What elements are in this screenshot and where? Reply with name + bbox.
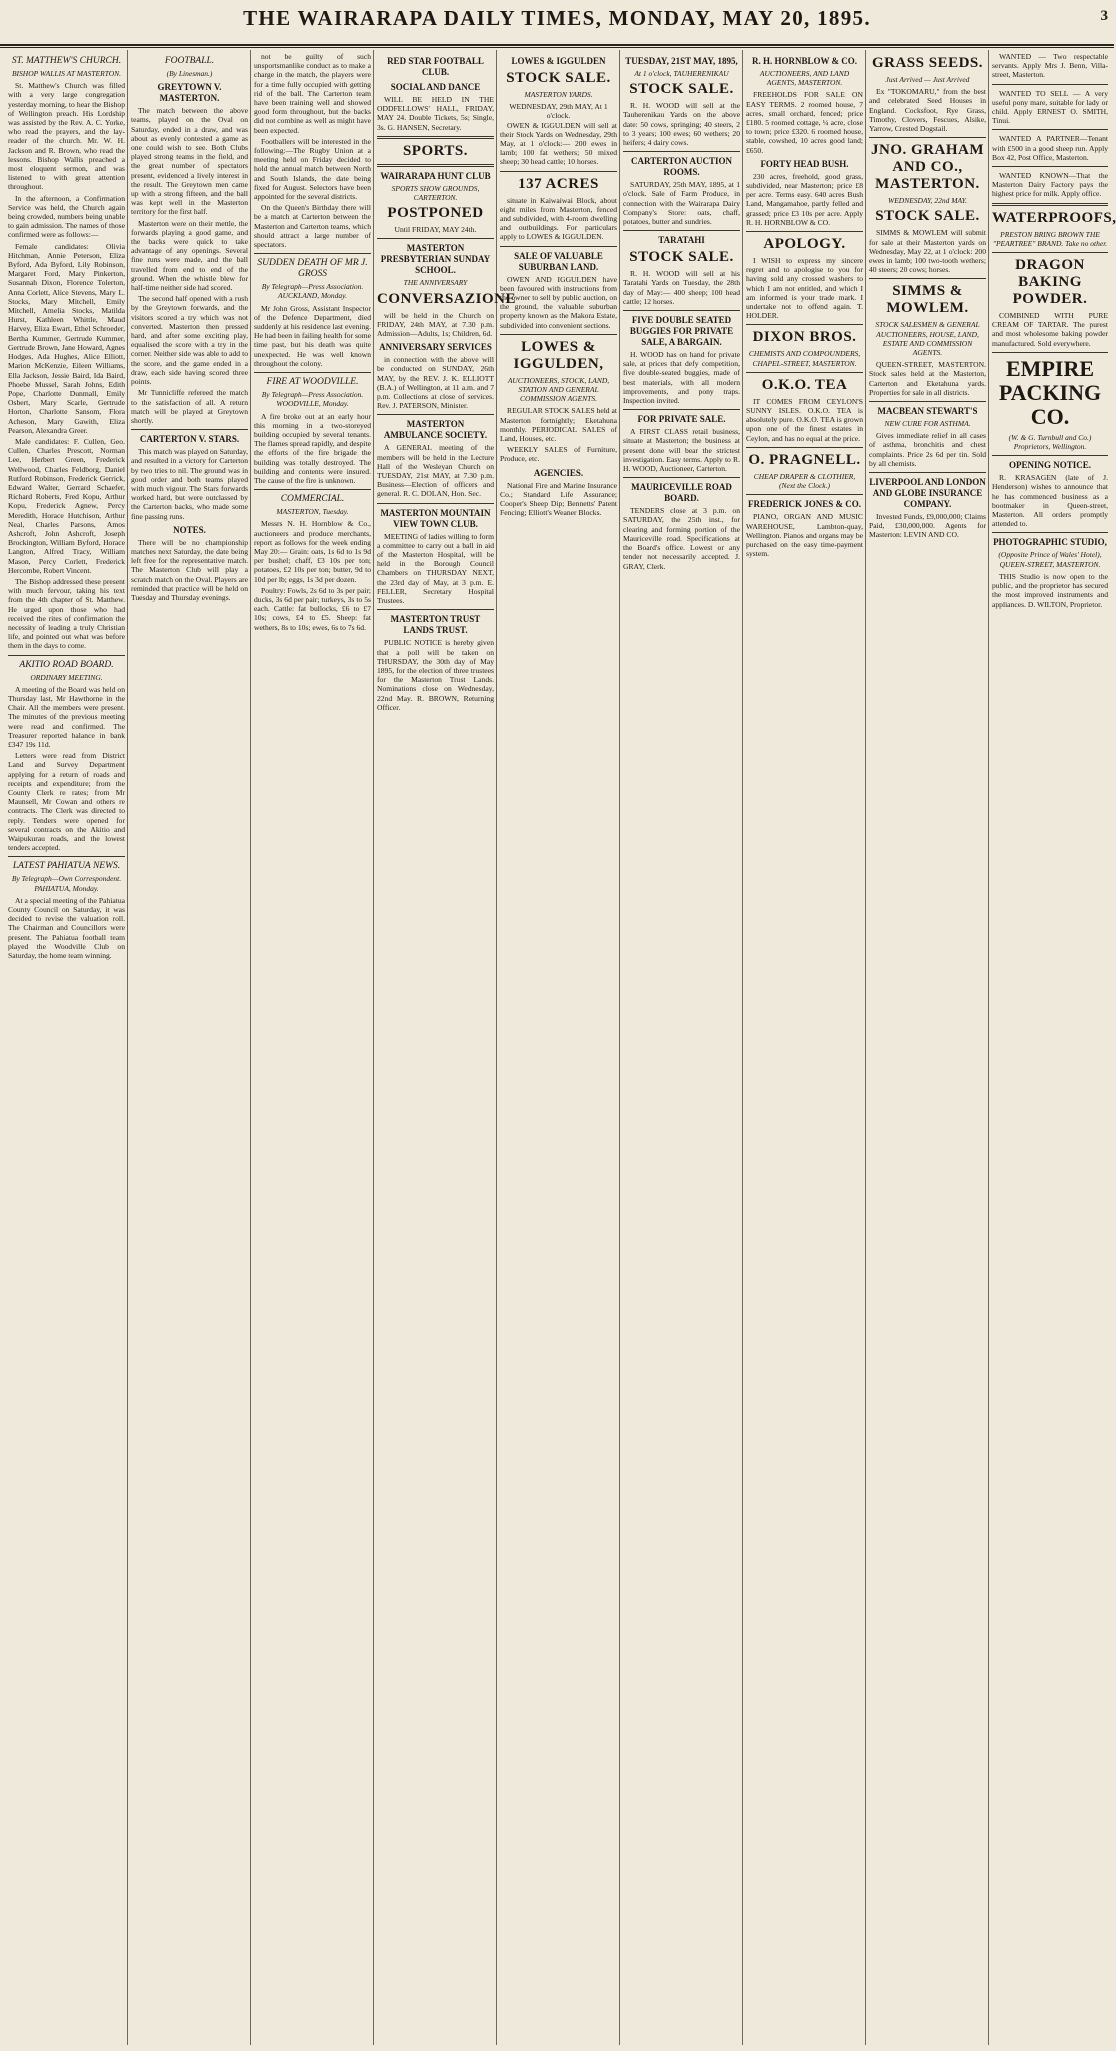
- ad-display-text: STOCK SALE.: [875, 208, 980, 225]
- article-paragraph: St. Matthew's Church was filled with a very large congregation yesterday morning, to hear the Bishop of Wellington preach. His Lordship was assisted by the Rev. A. C. Yorke, who read the prayers, and the lay-reader of the church. Mr. W. H. Jackson and R. Brown, who read the lessons. Bishop Wallis preached a most eloquent sermon, and was listened to with great attention throughout.: [8, 81, 125, 192]
- ad-heading: MASTERTON PRESBYTERIAN SUNDAY SCHOOL.: [380, 243, 491, 276]
- ad-heading: MASTERTON MOUNTAIN VIEW TOWN CLUB.: [380, 507, 491, 529]
- column-rule: [988, 50, 989, 2045]
- ad-subheading: SOCIAL AND DANCE: [390, 82, 481, 92]
- ad-subheading: WEDNESDAY, 22nd MAY.: [887, 196, 968, 206]
- classified-ad: WANTED TO SELL — A very useful pony mare, suitable for lady or child. Apply ERNEST O. SMITH, Tinui.: [992, 88, 1108, 126]
- ad-text: situate in Kaiwaiwai Block, about eight miles from Masterton, fenced and subdivided, with 4-room dwelling and outbuildings. For particulars apply to LOWES & IGGULDEN.: [500, 195, 617, 242]
- masthead-rule: [0, 47, 1114, 48]
- masthead-title: THE WAIRARAPA DAILY TIMES, MONDAY, MAY 20, 1895.: [243, 6, 871, 30]
- article-paragraph: Poultry: Fowls, 2s 6d to 3s per pair; ducks, 3s 6d per pair; turkeys, 3s to 5s each. Cattle: fat bullocks, £6 to £7 10s; cows, £4 to £5. Sheep: fat wethers, 8s to 10s; ewes, 6s to 7s 6d.: [254, 585, 371, 632]
- article-paragraph: Letters were read from District Land and Survey Department applying for a return of roads and receipts and expenditure; from the County Clerk re rates; from Mr Maunsell, Mr Cowan and others re contracts. The Clerk was directed to reply. Tenders were opened for several contracts on the Akitio and Waipukurau roads, and the lowest tenders accepted.: [8, 751, 125, 853]
- divider: [500, 246, 617, 247]
- ad-text: FREEHOLDS FOR SALE ON EASY TERMS. 2 roomed house, 7 acres, small orchard, fenced; price £180. 5 roomed cottage, ¼ acre, close to town; price £320. 6 roomed house, stable, cowshed, 10 acres good land; £650.: [746, 90, 863, 155]
- article-subheading: By Telegraph—Press Association. WOODVILLE, Monday.: [261, 390, 364, 409]
- article-subheading: ORDINARY MEETING.: [30, 672, 103, 682]
- article-heading: LATEST PAHIATUA NEWS.: [12, 861, 121, 872]
- article-heading: COMMERCIAL.: [280, 494, 345, 505]
- ad-heading: MACBEAN STEWART'S: [877, 406, 978, 417]
- ad-text: Ex "TOKOMARU," from the best and celebrated Seed Houses in England. Cocksfoot, Rye Grass, Timothy, Clovers, Fescues, Alsike, Yarrow, Crested Dogstail.: [869, 87, 986, 134]
- divider: [992, 352, 1108, 353]
- divider: [377, 136, 494, 139]
- ad-heading: MASTERTON TRUST LANDS TRUST.: [390, 614, 481, 636]
- ad-display-text: 137 ACRES: [518, 175, 599, 192]
- ad-subheading: PRESTON BRING BROWN THE "PEARTREE" BRAND. Take no other.: [992, 229, 1108, 248]
- ad-text: R. H. WOOD will sell at his Taratahi Yards on Tuesday, the 28th day of May:— 400 sheep; 100 head cattle; 12 horses.: [623, 269, 740, 306]
- ad-heading: FORTY HEAD BUSH.: [760, 158, 849, 169]
- column-rule: [250, 50, 251, 2045]
- column-rule: [496, 50, 497, 2045]
- ad-text: TENDERS close at 3 p.m. on SATURDAY, the 25th inst., for clearing and forming portion of the Mauriceville road. Specifications at the Board's office. Lowest or any tender not necessarily accepted. J. GRAY, Clerk.: [623, 506, 740, 571]
- ad-text: A FIRST CLASS retail business, situate at Masterton; the business at present done will bear the strictest investigation. Easy terms. Apply to R. H. WOOD, Auctioneer, Carterton.: [623, 427, 740, 474]
- divider: [8, 655, 125, 656]
- article-paragraph: Footballers will be interested in the following:—The Rugby Union at a meeting held on Friday decided to hold the annual match between North and South Islands, the date being fixed for August. Selectors have been appointed for the several districts.: [254, 136, 371, 202]
- article-paragraph: This match was played on Saturday, and resulted in a victory for Carterton by two tries to nil. The ground was in good order and both teams played with much vigour. The Stars forwards worked hard, but were outclassed by the Carterton backs, who made some fine passing runs.: [131, 447, 248, 521]
- column-rule: [865, 50, 866, 2045]
- divider: [254, 253, 371, 254]
- divider: [377, 238, 494, 239]
- ad-heading: AGENCIES.: [533, 467, 584, 478]
- ad-text: REGULAR STOCK SALES held at Masterton fortnightly; Eketahuna monthly. PERIODICAL SALES of Land, Houses, etc.: [500, 406, 617, 444]
- divider: [746, 372, 863, 373]
- article-subheading: BISHOP WALLIS AT MASTERTON.: [11, 69, 122, 78]
- ad-subheading: CHEAP DRAPER & CLOTHIER, (Next the Clock.): [753, 471, 856, 491]
- article-paragraph: not be guilty of such unsportsmanlike conduct as to make a charge in the match, the players were for a time fully occupied with getting rid of the ball. The Carterton team have been training well and showed good form throughout, but the backs did not combine as well as might have been expected.: [254, 52, 371, 135]
- ad-subheading: AUCTIONEERS, AND LAND AGENTS, MASTERTON.: [759, 69, 850, 88]
- ad-heading: ANNIVERSARY SERVICES: [379, 342, 492, 353]
- article-paragraph: Mr Tunnicliffe refereed the match to the satisfaction of all. A return match will be played at Greytown shortly.: [131, 388, 248, 425]
- article-paragraph: A meeting of the Board was held on Thursday last, Mr Hawthorne in the Chair. All the members were present. The minutes of the previous meeting were read and confirmed. The Treasurer reported balance in bank £347 19s 11d.: [8, 684, 125, 750]
- column-rule: [742, 50, 743, 2045]
- article-heading: NOTES.: [173, 524, 206, 535]
- column-rule: [619, 50, 620, 2045]
- divider: [869, 137, 986, 138]
- divider: [377, 503, 494, 504]
- ad-subheading: THE ANNIVERSARY: [403, 278, 468, 288]
- article-subheading: MASTERTON, Tuesday.: [276, 507, 349, 517]
- divider: [869, 472, 986, 473]
- divider: [500, 334, 617, 335]
- ad-heading: LIVERPOOL AND LONDON AND GLOBE INSURANCE COMPANY.: [869, 477, 986, 510]
- divider: [746, 231, 863, 232]
- ad-text: SATURDAY, 25th MAY, 1895, at 1 o'clock. Sale of Farm Produce, in connection with the Wairarapa Dairy Company's Store: oats, chaff, potatoes, butter and sundries.: [623, 180, 740, 227]
- ad-heading: RED STAR FOOTBALL CLUB.: [387, 56, 484, 77]
- ad-text: OWEN & IGGULDEN will sell at their Stock Yards on Wednesday, 29th May, at 1 o'clock:— 200 ewes in lamb; 100 fat wethers; 50 mixed sheep; 30 head cattle; 10 horses.: [500, 120, 617, 167]
- ad-heading: WATERPROOFS,: [992, 209, 1116, 226]
- classified-ad: WANTED A PARTNER—Tenant with £500 in a good sheep run. Apply Box 42, Post Office, Masterton.: [992, 134, 1108, 162]
- article-heading: SUDDEN DEATH OF MR J. GROSS: [257, 258, 368, 280]
- ad-subheading: At 1 o'clock, TAUHERENIKAU: [634, 69, 729, 78]
- ad-heading: LOWES & IGGULDEN: [511, 56, 606, 66]
- article-heading: GREYTOWN V. MASTERTON.: [157, 82, 222, 104]
- ad-heading: WAIRARAPA HUNT CLUB: [380, 170, 491, 181]
- ad-text: PIANO, ORGAN AND MUSIC WAREHOUSE, Lambton-quay, Wellington. Pianos and organs may be purchased on the easy time-payment system.: [746, 512, 863, 559]
- ad-heading: FIVE DOUBLE SEATED BUGGIES FOR PRIVATE SALE, A BARGAIN.: [629, 315, 734, 348]
- column-4: [377, 52, 517, 2042]
- divider: [8, 856, 125, 857]
- ad-heading: FOR PRIVATE SALE.: [637, 414, 726, 425]
- ad-subheading: SPORTS SHOW GROUNDS, CARTERTON.: [391, 183, 480, 203]
- ad-text: R. H. WOOD will sell at the Tauherenikau Yards on the above date: 50 cows, springing; 40 steers, 2 to 3 years; 100 ewes; 60 wethers; 20 heifers; 4 dairy cows.: [623, 101, 740, 148]
- article-heading: FIRE AT WOODVILLE.: [266, 377, 359, 388]
- classified-ad: WANTED — Two respectable servants. Apply Mrs J. Benn, Villa-street, Masterton.: [992, 52, 1108, 80]
- ad-heading: O.K.O. TEA: [761, 376, 848, 393]
- divider: [992, 166, 1108, 167]
- ad-heading: GRASS SEEDS.: [871, 55, 984, 71]
- ad-text: OWEN AND IGGULDEN have been favoured with instructions from the owner to sell by public auction, on the ground, the valuable suburban property known as the Makora Estate, subdivided into convenient sections.: [500, 274, 617, 330]
- divider: [623, 310, 740, 311]
- ad-subheading: (W. & G. Turnbull and Co.) Proprietors, Wellington.: [1008, 432, 1092, 452]
- divider: [377, 164, 494, 167]
- ad-text: SIMMS & MOWLEM will submit for sale at their Masterton yards on Wednesday, May 22, at 1 o'clock: 200 ewes in lamb; 100 two-tooth wethers; 40 steers; 20 cows; horses.: [869, 228, 986, 275]
- ad-heading: EMPIRE PACKING CO.: [998, 355, 1102, 429]
- article-heading: AKITIO ROAD BOARD.: [19, 659, 114, 670]
- ad-heading: DIXON BROS.: [752, 329, 857, 346]
- ad-heading: PHOTOGRAPHIC STUDIO,: [993, 537, 1107, 548]
- column-2: [131, 52, 248, 2042]
- divider: [992, 252, 1108, 253]
- article-byline: (By Linesman.): [166, 69, 213, 78]
- ad-heading: LOWES & IGGULDEN,: [513, 338, 604, 372]
- article-paragraph: The Bishop addressed these present with much fervour, taking his text from the 4th chapter of St. Matthew. He urged upon those who had received the rites of confirmation the necessity of leading a truly Christian life, and pointed out what was before them in the days to come.: [8, 576, 125, 651]
- article-subheading: By Telegraph—Press Association. AUCKLAND, Monday.: [261, 282, 364, 301]
- divider: [377, 414, 494, 415]
- divider: [254, 489, 371, 490]
- divider: [623, 477, 740, 478]
- article-paragraph: Female candidates: Olivia Hitchman, Annie Peterson, Eliza Byford, Ada Byford, Lily Robinson, Margaret Ford, Mary Pinkerton, Susannah Dixon, Florence Tolerton, Anna Corlett, Alice Stevens, Mary L. Stocks, Mary Mitchell, Emily Mitchell, Amelia Stocks, Matilda Hurst, Kathleen Whittle, Maud Harvey, Eliza Ewart, Ethel Schroeder, Bertha Kummer, Gertrude Kummer, Gertrude Brown, Jane Howard, Agnes Hodges, Ada Hughes, Alice Elliott, Marion McKenzie, Eileen Williams, Ella Jackson, Jessie Baird, Ida Baird, Phoebe Mussel, Sarah Johns, Edith Pope, Charlotte Dunmall, Emily Osbert, Mary Scarle, Gertrude Horton, Charlotte Sansom, Flora Acheson, Mary Gawith, Eliza Pearson, Alexandra Greer.: [8, 241, 125, 435]
- ad-display-text: STOCK SALE.: [506, 70, 611, 86]
- article-paragraph: On the Queen's Birthday there will be a match at Carterton between the Masterton and Carterton teams, which should attract a large number of spectators.: [254, 203, 371, 250]
- divider: [992, 84, 1108, 85]
- article-paragraph: Masterton were on their mettle, the forwards playing a good game, and the backs were quick to take advantage of any openings. Several fine runs were made, and the ball travelled from end to end of the ground. When the whistle blew for half-time neither side had scored.: [131, 218, 248, 293]
- ad-text: A GENERAL meeting of the members will be held in the Lecture Hall of the Wesleyan Church on TUESDAY, 21st MAY, at 7.30 p.m. Business—Election of officers and general. R. C. DOLAN, Hon. Sec.: [377, 443, 494, 499]
- divider: [992, 455, 1108, 456]
- divider: [623, 230, 740, 231]
- divider: [623, 151, 740, 152]
- article-heading: CARTERTON V. STARS.: [139, 434, 240, 445]
- article-paragraph: The second half opened with a rush by the Greytown forwards, and the visitors scored a try which was not converted. Masterton then pressed hard, and after some exciting play, equalised the score with a try in the corner. Neither side was able to add to the score, and the game ended in a draw, each side having scored three points.: [131, 294, 248, 387]
- divider: [377, 609, 494, 610]
- divider: [746, 447, 863, 448]
- ad-heading: MASTERTON AMBULANCE SOCIETY.: [383, 419, 488, 441]
- ad-text: National Fire and Marine Insurance Co.; Standard Life Assurance; Cooper's Sheep Dip; Bennetts' Patent Fencing; Elliott's Weaner Blocks.: [500, 480, 617, 518]
- ad-heading: SALE OF VALUABLE SUBURBAN LAND.: [514, 250, 603, 272]
- divider: [869, 278, 986, 279]
- ad-heading: TUESDAY, 21ST MAY, 1895,: [625, 56, 738, 66]
- ad-text: THIS Studio is now open to the public, and the proprietor has secured the most improved instruments and appliances. D. WILTON, Proprietor.: [992, 571, 1108, 609]
- ad-text: will be held in the Church on FRIDAY, 24th MAY, at 7.30 p.m. Admission—Adults, 1s; Children, 6d.: [377, 310, 494, 339]
- ad-text: WILL BE HELD IN THE ODDFELLOWS' HALL, FRIDAY, MAY 24. Double Tickets, 5s; Single, 3s. G. HANSEN, Secretary.: [377, 95, 494, 132]
- ad-text: MEETING of ladies willing to form a committee to carry out a ball in aid of the Masterton Hospital, will be held in the Borough Council Chambers on THURSDAY NEXT, the 23rd day of May, at 3 p.m. E. FELLER, Secretary Hospital Trustees.: [377, 531, 494, 606]
- column-rule: [373, 50, 374, 2045]
- masthead: [0, 4, 1114, 46]
- ad-display-text: STOCK SALE.: [629, 81, 734, 98]
- ad-text: WEEKLY SALES of Furniture, Produce, etc.: [500, 445, 617, 464]
- classified-ad: WANTED KNOWN—That the Masterton Dairy Factory pays the highest price for milk. Apply office.: [992, 171, 1108, 199]
- divider: [131, 429, 248, 430]
- ad-heading: FREDERICK JONES & CO.: [747, 499, 861, 510]
- column-rule: [127, 50, 128, 2045]
- ad-display-text: CONVERSAZIONE: [377, 290, 517, 307]
- ad-text: IT COMES FROM CEYLON'S SUNNY ISLES. O.K.O. TEA is absolutely pure. O.K.O. TEA is grown upon one of the finest estates in Ceylon, and has no equal at the price.: [746, 396, 863, 443]
- divider: [500, 171, 617, 172]
- divider: [746, 324, 863, 325]
- article-subheading: By Telegraph—Own Correspondent. PAHIATUA, Monday.: [11, 874, 122, 893]
- ad-subheading: (Opposite Prince of Wales' Hotel), QUEEN-STREET, MASTERTON.: [998, 550, 1102, 569]
- ad-text: WEDNESDAY, 29th MAY, At 1 o'clock.: [509, 102, 608, 121]
- column-7: [746, 52, 863, 2042]
- divider: [992, 532, 1108, 533]
- article-heading: ST. MATTHEW'S CHURCH.: [11, 56, 122, 66]
- ad-text: in connection with the above will be conducted on SUNDAY, 26th MAY, by the REV. J. K. ELLIOTT (B.A.) of Wellington, at 11 a.m. and 7 p.m. Collections at close of services. Rev. J. PATERSON, Minister.: [377, 355, 494, 411]
- ad-text: Invested Funds, £9,000,000; Claims Paid, £30,000,000. Agents for Masterton: LEVIN AND CO.: [869, 512, 986, 540]
- ad-heading: TARATAHI: [658, 235, 705, 246]
- ad-display-text: POSTPONED: [387, 205, 484, 222]
- divider: [992, 129, 1108, 130]
- divider: [254, 372, 371, 373]
- ad-heading: O. PRAGNELL.: [748, 451, 861, 468]
- ad-text: QUEEN-STREET, MASTERTON. Stock sales held at the Masterton, Carterton and Eketahuna yards. Properties for sale in all districts.: [869, 360, 986, 397]
- article-paragraph: The match between the above teams, played on the Oval on Saturday, ended in a draw, and was about as evenly contested a game as one could wish to see. Both Clubs played strong teams in the field, and the great number of spectators present, evidenced a lively interest in the result. The Greytown men came up with a strong fifteen, and the ball was kept well in the Masterton territory for the first half.: [131, 106, 248, 217]
- ad-subheading: STOCK SALESMEN & GENERAL AUCTIONEERS, HOUSE, LAND, ESTATE AND COMMISSION AGENTS.: [875, 320, 980, 358]
- ad-subheading: AUCTIONEERS, STOCK, LAND, STATION AND GENERAL COMMISSION AGENTS.: [507, 375, 610, 404]
- article-paragraph: Mr John Gross, Assistant Inspector of the Defence Department, died suddenly at his residence last evening. He had been in failing health for some time past, but his death was quite unexpected. He was well known throughout the colony.: [254, 303, 371, 368]
- article-paragraph: A fire broke out at an early hour this morning in a two-storeyed building occupied by several tenants. The flames spread rapidly, and despite the efforts of the fire brigade the building was totally destroyed. The building and contents were insured. The cause of the fire is unknown.: [254, 411, 371, 485]
- ad-text: Gives immediate relief in all cases of asthma, bronchitis and chest complaints. Price 2s 6d per tin. Sold by all chemists.: [869, 431, 986, 468]
- ad-heading: CARTERTON AUCTION ROOMS.: [631, 156, 732, 178]
- column-8: [869, 52, 986, 2042]
- ad-text: 230 acres, freehold, good grass, subdivided, near Masterton; price £8 per acre. Terms easy. 640 acres Bush Land, Mangamahoe, partly felled and grassed; price £3 10s per acre. Apply R. H. HORNBLOW & CO.: [746, 171, 863, 227]
- column-1: [8, 52, 125, 2042]
- divider: [623, 409, 740, 410]
- article-paragraph: At a special meeting of the Pahiatua County Council on Saturday, it was decided to revise the valuation roll. The Chairman and Councillors were present. The Pahiatua football team played the Woodville Club on Saturday, the home team winning.: [8, 895, 125, 961]
- column-5: [500, 52, 617, 2042]
- article-heading: FOOTBALL.: [164, 56, 215, 66]
- divider: [746, 494, 863, 495]
- ad-subheading: MASTERTON YARDS.: [524, 90, 593, 99]
- ad-heading: JNO. GRAHAM AND CO., MASTERTON.: [871, 142, 984, 193]
- ad-text: I WISH to express my sincere regret and to apologise to you for having sold any crossed washers to which I am not entitled, and which I am informed is your trade mark. I undertake not to offend again. T. HOLDER.: [746, 256, 863, 321]
- ad-heading: OPENING NOTICE.: [1008, 460, 1091, 471]
- ad-subheading: Just Arrived — Just Arrived: [885, 75, 970, 84]
- ad-subheading: CHEMISTS AND COMPOUNDERS, CHAPEL-STREET, MASTERTON.: [748, 349, 861, 368]
- ad-text: COMBINED WITH PURE CREAM OF TARTAR. The purest and most wholesome baking powder manufactured. Sold everywhere.: [992, 311, 1108, 348]
- divider: [869, 401, 986, 402]
- ad-text: PUBLIC NOTICE is hereby given that a poll will be taken on THURSDAY, the 30th day of May 1895, for the election of three trustees for the Masterton Trust Lands. Nominations close on Wednesday, 22nd May. R. BROWN, Returning Officer.: [377, 638, 494, 712]
- article-paragraph: There will be no championship matches next Saturday, the date being left free for the representative match. The Masterton Club will play a scratch match on the Oval. Players are reminded that practice will be held on Tuesday and Thursday evenings.: [131, 537, 248, 602]
- ad-heading: SIMMS & MOWLEM.: [886, 283, 969, 317]
- divider: [992, 203, 1108, 206]
- article-paragraph: Male candidates: F. Cullen, Geo. Cullen, Charles Prescott, Norman Lee, Herbert Green, Frederick Wellwood, Charles Feldborg, Daniel Rutford Robinson, Frederick Gerrick, Edward Walter, Gerrard Schaefer, Richard Roberts, Fred Kopu, Arthur Kopu, Frederick Agnew, Percy Meredith, Horace Hutchison, Arthur Neal, Charles Parsons, Amos Ashcroft, John Ashcroft, Joseph Brockington, William Byford, Horace Langton, Alfred Tracy, William Mason, Percy Corlett, Frederick Hercombe, Robert Vincent.: [8, 436, 125, 575]
- page-number: 3: [1100, 8, 1108, 24]
- article-paragraph: Messrs N. H. Hornblow & Co., auctioneers and produce merchants, report as follows for the week ending May 20:— Grain: oats, 1s 6d to 1s 9d per bushel; chaff, £3 10s per ton; potatoes, £2 10s per ton; butter, 9d to 10d per lb; eggs, 1s 3d per dozen.: [254, 519, 371, 584]
- ad-heading: DRAGON BAKING POWDER.: [1012, 257, 1088, 308]
- ad-text: Until FRIDAY, MAY 24th.: [394, 225, 477, 235]
- ad-display-text: APOLOGY.: [763, 236, 846, 253]
- ad-subheading: NEW CURE FOR ASTHMA.: [884, 419, 971, 429]
- section-heading: SPORTS.: [402, 142, 469, 159]
- column-3: [254, 52, 371, 2042]
- ad-heading: R. H. HORNBLOW & CO.: [751, 56, 858, 66]
- column-6: [623, 52, 740, 2042]
- ad-text: R. KRASAGEN (late of J. Henderson) wishes to announce that he has commenced business as a bootmaker in Queen-street, Masterton. All orders promptly attended to.: [992, 473, 1108, 529]
- column-9: [992, 52, 1116, 2042]
- ad-heading: MAURICEVILLE ROAD BOARD.: [631, 482, 732, 504]
- ad-text: H. WOOD has on hand for private sale, at prices that defy competition, five double-seated buggies, made of best materials, with all modern improvements, and pony traps. Inspection invited.: [623, 350, 740, 406]
- article-paragraph: In the afternoon, a Confirmation Service was held, the Church again being crowded, numbers being unable to gain admission. The names of those confirmed were as follows:—: [8, 193, 125, 240]
- ad-display-text: STOCK SALE.: [629, 249, 734, 266]
